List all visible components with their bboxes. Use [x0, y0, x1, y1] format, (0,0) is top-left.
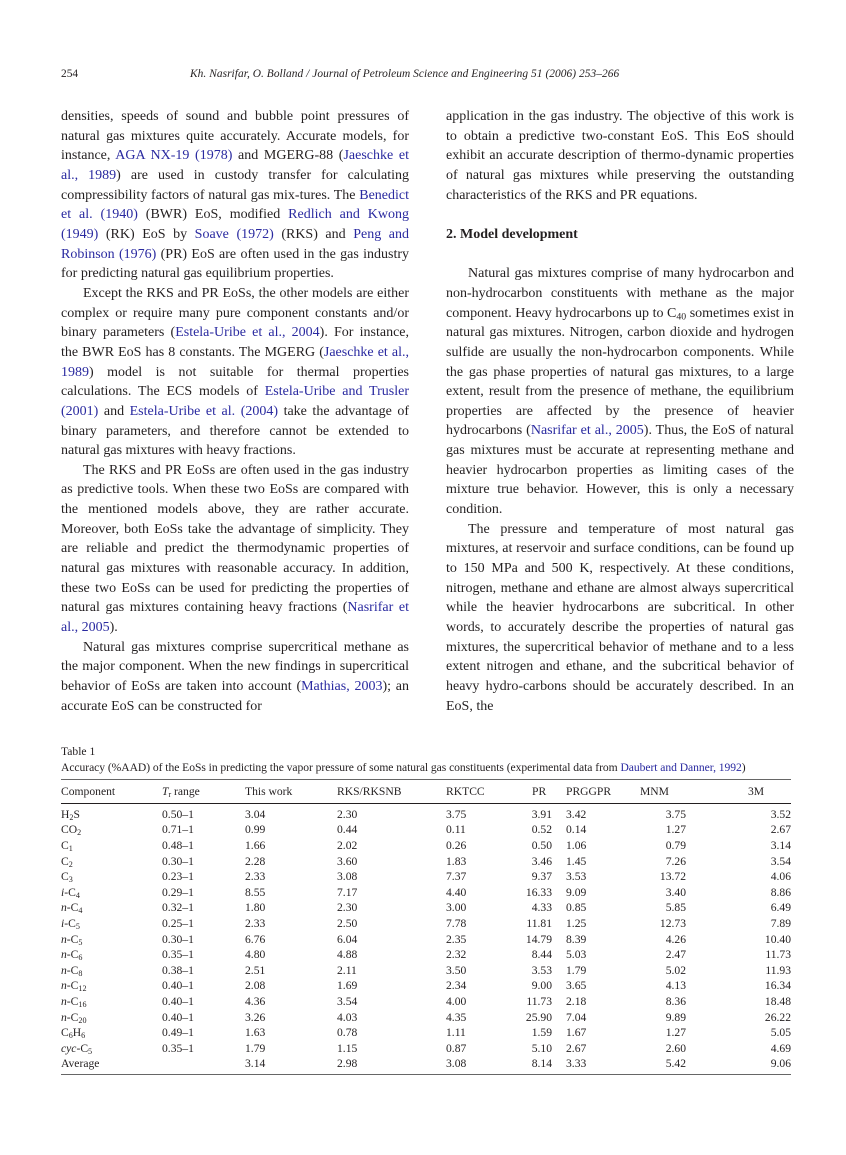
cell-rks-rksnb: 0.78	[337, 1026, 358, 1040]
cell-rks-rksnb: 1.69	[337, 979, 358, 993]
text: (RKS) and	[273, 226, 354, 242]
cell-mnm: 3.40	[665, 885, 686, 899]
text: C	[61, 1026, 69, 1040]
cell-rktcc: 4.00	[446, 994, 467, 1008]
cell-this-work: 3.14	[243, 1056, 337, 1074]
text: S	[73, 807, 80, 821]
cell-rks-rksnb: 1.15	[337, 1041, 358, 1055]
table-header-row	[61, 780, 791, 804]
text: n	[61, 901, 67, 915]
cell-3m: 9.06	[704, 1056, 791, 1074]
cell-3m: 6.49	[770, 901, 791, 915]
cell-tr-range: 0.30–1	[162, 932, 194, 946]
table-row	[61, 869, 791, 885]
table-row	[61, 916, 791, 932]
citation-link[interactable]: Estela-Uribe et al., 2004	[175, 325, 320, 341]
table-row	[61, 838, 791, 854]
text: ). For instance, the BWR EoS has 8 constants. The MGERG (	[61, 325, 409, 360]
citation-link[interactable]: Estela-Uribe et al. (2004)	[129, 403, 279, 419]
text: i	[61, 916, 65, 930]
cell-3m: 4.69	[770, 1041, 791, 1055]
cell-mnm: 1.27	[665, 823, 686, 837]
text: (RK) EoS by	[98, 226, 195, 242]
cell-prggpr: 1.25	[566, 916, 587, 930]
cell-3m: 8.86	[770, 885, 791, 899]
subscript: 40	[676, 310, 687, 322]
text: The pressure and temperature of most natural gas mixtures, at reservoir and surface conditions, can be found up to 150 MPa and 500 K, respectively. At these conditions, nitrogen, methane and ethane are almost always supercritical while the heavier hydrocarbons are subcritical. In other words, to accurately describe the properties of natural gas mixtures, the supercritical behavior of methane and to a less extent nitrogen and ethane, and the subcritical behavior of heavy hydro-carbons should be accurately described. In an EoS, the	[446, 521, 794, 714]
text: -C	[66, 994, 79, 1008]
cell-prggpr: 8.39	[566, 932, 587, 946]
table-row	[61, 1041, 791, 1057]
cell-3m: 3.52	[770, 807, 791, 821]
header-pr: PR	[498, 780, 552, 804]
cell-prggpr: 2.18	[566, 994, 587, 1008]
citation-link[interactable]: Mathias, 2003	[301, 679, 383, 695]
cell-tr-range: 0.50–1	[162, 807, 194, 821]
cell-rks-rksnb: 2.11	[337, 963, 357, 977]
table-row	[61, 994, 791, 1010]
running-head	[61, 66, 791, 82]
cell-tr-range: 0.48–1	[162, 838, 194, 852]
cell-this-work: 2.28	[245, 854, 266, 868]
paragraph	[61, 284, 409, 461]
cell-pr: 8.44	[531, 948, 552, 962]
subscript: 8	[78, 968, 83, 978]
subscript: 6	[78, 953, 83, 963]
cell-pr: 3.91	[531, 807, 552, 821]
subscript: 4	[75, 890, 80, 900]
cell-pr: 16.33	[525, 885, 552, 899]
table-row	[61, 1025, 791, 1041]
subscript: 2	[69, 812, 74, 822]
citation-link[interactable]: Jaeschke et al., 1989	[61, 148, 409, 183]
cell-component	[61, 838, 162, 854]
cell-rktcc: 3.00	[446, 901, 467, 915]
table-1	[61, 744, 791, 1075]
table-row	[61, 978, 791, 994]
cell-pr: 11.81	[526, 916, 552, 930]
subscript: 5	[75, 921, 80, 931]
cell-rktcc: 4.35	[446, 1010, 467, 1024]
subscript: 3	[68, 875, 73, 885]
subscript: 5	[78, 937, 83, 947]
text: Accuracy (%AAD) of the EoSs in predicting the vapor pressure of some natural gas constituents (experimental data from	[61, 760, 621, 774]
text: Except the RKS and PR EoSs, the other models are either complex or require many pure component constants and/or binary parameters (	[61, 285, 409, 341]
text: The RKS and PR EoSs are often used in the gas industry as predictive tools. When these two EoSs are compared with the mentioned models above, they are rather accurate. Moreover, both EoSs take the advantage of simplicity. They are reliable and predict the thermodynamic properties of natural gas mixtures with reasonable accuracy. In addition, these two EoSs can be used for predicting the properties of natural gas mixtures containing heavy fractions (	[61, 462, 409, 616]
text: ).	[109, 620, 118, 636]
header-3m: 3M	[704, 780, 791, 804]
cell-this-work: 2.08	[245, 979, 266, 993]
text: -C	[66, 979, 79, 993]
right-column	[446, 107, 794, 716]
cell-3m: 2.67	[770, 823, 791, 837]
text: and	[98, 403, 130, 419]
cell-component	[61, 963, 162, 979]
page-number: 254	[61, 68, 79, 80]
table-row	[61, 1010, 791, 1026]
cell-component	[61, 1056, 162, 1074]
cell-rks-rksnb: 2.50	[337, 916, 358, 930]
cell-component	[61, 803, 162, 822]
text: application in the gas industry. The objective of this work is to obtain a predictive two-constant EoS. This EoS should exhibit an accurate description of thermo-dynamic properties of natural gas mixtures while preserving the outstanding characteristics of the RKS and PR equations.	[446, 109, 794, 203]
cell-component	[61, 900, 162, 916]
text: )	[741, 760, 746, 774]
text: C	[61, 854, 69, 868]
cell-3m: 16.34	[764, 979, 791, 993]
header-rks-rksnb: RKS/RKSNB	[337, 780, 446, 804]
cell-this-work: 8.55	[245, 885, 266, 899]
text: -C	[66, 932, 79, 946]
cell-component	[61, 978, 162, 994]
text: sometimes exist in natural gas mixtures. Nitrogen, carbon dioxide and hydrogen sulfide are usually the non-hydrocarbon components. While the gas phase properties of natural gas mixtures, to a large extent, result from the presence of methane, the equilibrium properties are affected by the presence of heavier hydrocarbons (	[446, 305, 794, 439]
cell-3m: 7.89	[770, 916, 791, 930]
cell-prggpr: 3.65	[566, 979, 587, 993]
cell-rks-rksnb: 4.03	[337, 1010, 358, 1024]
subscript: 4	[78, 906, 83, 916]
cell-component	[61, 854, 162, 870]
cell-tr-range: 0.23–1	[162, 870, 194, 884]
cell-rktcc: 0.11	[446, 823, 466, 837]
cell-tr-range: 0.40–1	[162, 979, 194, 993]
cell-rks-rksnb: 4.88	[337, 948, 358, 962]
subscript: 1	[68, 843, 73, 853]
cell-pr: 0.50	[531, 838, 552, 852]
cell-this-work: 6.76	[245, 932, 266, 946]
cell-rktcc: 0.26	[446, 838, 467, 852]
header-tr-range	[162, 780, 243, 804]
cell-3m: 3.14	[770, 838, 791, 852]
text: n	[61, 1010, 67, 1024]
citation-link[interactable]: Peng and Robinson (1976)	[61, 226, 409, 262]
cell-prggpr: 9.09	[566, 885, 587, 899]
cell-rktcc: 4.40	[446, 885, 467, 899]
table-row	[61, 900, 791, 916]
cell-mnm: 4.13	[665, 979, 686, 993]
cell-rktcc: 7.78	[446, 916, 467, 930]
table-body	[61, 803, 791, 1074]
cell-rktcc: 3.50	[446, 963, 467, 977]
header-this-work: This work	[243, 780, 337, 804]
cell-mnm: 0.79	[665, 838, 686, 852]
cell-rktcc: 7.37	[446, 870, 467, 884]
table-row	[61, 885, 791, 901]
cell-rktcc: 3.08	[446, 1056, 498, 1074]
subscript: 6	[68, 1031, 73, 1041]
cell-3m: 4.06	[770, 870, 791, 884]
paragraph	[61, 638, 409, 717]
cell-tr-range: 0.40–1	[162, 994, 194, 1008]
subscript: r	[168, 790, 172, 800]
cell-rks-rksnb: 6.04	[337, 932, 358, 946]
cell-pr: 1.59	[531, 1026, 552, 1040]
text: (BWR) EoS, modified	[137, 207, 289, 223]
paragraph	[446, 520, 794, 717]
cell-pr: 11.73	[526, 994, 552, 1008]
data-table	[61, 779, 791, 1075]
text: H	[61, 807, 70, 821]
cell-this-work: 2.33	[245, 870, 266, 884]
subscript: 2	[68, 859, 73, 869]
text: -C	[66, 901, 79, 915]
cell-component	[61, 1025, 162, 1041]
cell-prggpr: 0.14	[566, 823, 587, 837]
table-label: Table 1	[61, 745, 96, 758]
citation-link[interactable]: AGA NX-19 (1978)	[115, 148, 233, 164]
cell-this-work: 2.51	[245, 963, 266, 977]
cell-prggpr: 3.53	[566, 870, 587, 884]
cell-component	[61, 916, 162, 932]
section-heading: 2. Model development	[446, 226, 578, 242]
cell-this-work: 1.63	[245, 1026, 266, 1040]
text: -C	[66, 948, 79, 962]
cell-mnm: 4.26	[665, 932, 686, 946]
text: -C	[66, 963, 79, 977]
text: ). Thus, the EoS of natural gas mixtures must be accurate at representing methane and heavier hydrocarbon properties as limiting cases of the mixture true behavior. However, this is only a necessary condition.	[446, 423, 794, 518]
text: n	[61, 994, 67, 1008]
text: -C	[76, 1041, 89, 1055]
table-row	[61, 947, 791, 963]
table-row	[61, 1056, 791, 1074]
cell-this-work: 1.80	[245, 901, 266, 915]
cell-pr: 3.46	[531, 854, 552, 868]
cell-rktcc: 2.34	[446, 979, 467, 993]
cell-prggpr: 1.67	[566, 1026, 587, 1040]
text: -C	[64, 885, 76, 899]
cell-rktcc: 3.75	[446, 807, 467, 821]
cell-rks-rksnb: 2.02	[337, 838, 358, 852]
cell-this-work: 0.99	[245, 823, 266, 837]
cell-component	[61, 947, 162, 963]
table-row	[61, 963, 791, 979]
paragraph	[61, 461, 409, 638]
text: take the advantage of binary parameters, and therefore cannot be extended to natural gas mixtures with heavy fractions.	[61, 403, 410, 459]
subscript: 2	[77, 828, 82, 838]
cell-mnm: 1.27	[665, 1026, 686, 1040]
cell-pr: 0.52	[531, 823, 552, 837]
cell-this-work: 3.04	[245, 807, 266, 821]
text: H	[72, 1026, 82, 1040]
cell-this-work: 1.66	[245, 838, 266, 852]
cell-mnm: 2.60	[665, 1041, 686, 1055]
cell-pr: 9.37	[531, 870, 552, 884]
journal-reference: Kh. Nasrifar, O. Bolland / Journal of Petroleum Science and Engineering 51 (2006) 253–266	[190, 68, 620, 80]
text: n	[61, 948, 67, 962]
cell-component	[61, 932, 162, 948]
cell-this-work: 2.33	[245, 916, 266, 930]
text: -C	[64, 916, 76, 930]
table-row	[61, 822, 791, 838]
cell-mnm: 9.89	[665, 1010, 686, 1024]
cell-pr: 8.14	[498, 1056, 552, 1074]
cell-prggpr: 1.06	[566, 838, 587, 852]
text: cyc	[61, 1041, 77, 1055]
text: n	[61, 963, 67, 977]
cell-component	[61, 869, 162, 885]
subscript: 12	[78, 984, 87, 994]
cell-tr-range: 0.29–1	[162, 885, 194, 899]
cell-pr: 3.53	[531, 963, 552, 977]
cell-prggpr: 1.79	[566, 963, 587, 977]
cell-mnm: 12.73	[659, 916, 686, 930]
cell-prggpr: 3.33	[552, 1056, 610, 1074]
text: -C	[66, 1010, 79, 1024]
cell-3m: 26.22	[764, 1010, 791, 1024]
citation-link[interactable]: Jaeschke et al., 1989	[61, 344, 409, 380]
cell-pr: 9.00	[531, 979, 552, 993]
text: CO	[61, 823, 78, 837]
text: i	[61, 885, 65, 899]
cell-this-work: 1.79	[245, 1041, 266, 1055]
cell-rktcc: 0.87	[446, 1041, 467, 1055]
cell-component	[61, 822, 162, 838]
subscript: 5	[88, 1046, 93, 1056]
text: ) are used in custody transfer for calculating compressibility factors of natural gas mix-tures. The	[61, 167, 409, 203]
cell-rktcc: 1.83	[446, 854, 467, 868]
cell-tr-range: 0.30–1	[162, 854, 194, 868]
cell-rks-rksnb: 3.54	[337, 994, 358, 1008]
cell-prggpr: 1.45	[566, 854, 587, 868]
cell-3m: 11.93	[765, 963, 791, 977]
cell-component	[61, 1041, 162, 1057]
cell-rks-rksnb: 3.60	[337, 854, 358, 868]
cell-rks-rksnb: 2.98	[337, 1056, 446, 1074]
cell-3m: 11.73	[765, 948, 791, 962]
text: ) model is not suitable for thermal properties calculations. The ECS models of	[61, 364, 409, 400]
text: and MGERG-88 (	[232, 148, 344, 164]
cell-tr-range: 0.25–1	[162, 916, 194, 930]
subscript: 16	[78, 999, 87, 1009]
cell-this-work: 4.80	[245, 948, 266, 962]
cell-tr-range: 0.38–1	[162, 963, 194, 977]
cell-rks-rksnb: 0.44	[337, 823, 358, 837]
cell-tr-range: 0.32–1	[162, 901, 194, 915]
cell-rks-rksnb: 2.30	[337, 901, 358, 915]
cell-mnm: 5.02	[665, 963, 686, 977]
citation-link[interactable]: Redlich and Kwong (1949)	[61, 207, 409, 242]
table-row	[61, 803, 791, 822]
header-rktcc: RKTCC	[446, 780, 498, 804]
text: C	[61, 838, 69, 852]
citation-link[interactable]: Benedict et al. (1940)	[61, 187, 409, 223]
cell-tr-range: 0.35–1	[162, 948, 194, 962]
table-caption	[61, 760, 791, 776]
subscript: 20	[78, 1015, 87, 1025]
header-mnm: MNM	[610, 780, 704, 804]
cell-tr-range: 0.35–1	[162, 1041, 194, 1055]
text: Average	[61, 1057, 100, 1071]
header-prggpr: PRGGPR	[552, 780, 610, 804]
text: n	[61, 979, 67, 993]
cell-mnm: 3.75	[665, 807, 686, 821]
cell-rks-rksnb: 3.08	[337, 870, 358, 884]
citation-link[interactable]: Estela-Uribe and Trusler (2001)	[61, 384, 409, 419]
cell-this-work: 4.36	[245, 994, 266, 1008]
cell-component	[61, 994, 162, 1010]
paragraph	[446, 107, 794, 205]
text: Natural gas mixtures comprise supercritical methane as the major component. When the new findings in supercritical behavior of EoSs are taken into account (	[61, 639, 409, 695]
citation-link[interactable]: Soave (1972)	[194, 226, 274, 242]
cell-this-work: 3.26	[245, 1010, 266, 1024]
cell-rktcc: 2.32	[446, 948, 467, 962]
cell-mnm: 13.72	[659, 870, 686, 884]
subscript: 6	[81, 1031, 86, 1041]
text: range	[171, 785, 200, 799]
paragraph	[61, 107, 409, 284]
text: (PR) EoS are often used in the gas industry for predicting natural gas equilibrium properties.	[61, 246, 410, 282]
text: T	[162, 785, 169, 799]
cell-pr: 4.33	[531, 901, 552, 915]
cell-prggpr: 7.04	[566, 1010, 587, 1024]
cell-pr: 5.10	[531, 1041, 552, 1055]
cell-rks-rksnb: 7.17	[337, 885, 358, 899]
cell-rktcc: 2.35	[446, 932, 467, 946]
cell-tr-range: 0.71–1	[162, 823, 194, 837]
citation-link[interactable]: Nasrifar et al., 2005	[530, 423, 644, 439]
left-column	[61, 107, 409, 716]
table-row	[61, 854, 791, 870]
cell-component	[61, 1010, 162, 1026]
cell-3m: 18.48	[764, 994, 791, 1008]
cell-pr: 25.90	[525, 1010, 552, 1024]
cell-prggpr: 3.42	[566, 807, 587, 821]
cell-mnm: 7.26	[665, 854, 686, 868]
cell-prggpr: 2.67	[566, 1041, 587, 1055]
cell-mnm: 8.36	[665, 994, 686, 1008]
cell-mnm: 5.42	[610, 1056, 704, 1074]
cell-component	[61, 885, 162, 901]
cell-tr-range: 0.49–1	[162, 1026, 194, 1040]
cell-prggpr: 0.85	[566, 901, 587, 915]
citation-link[interactable]: Daubert and Danner, 1992	[620, 760, 742, 774]
cell-tr-range	[162, 1056, 243, 1074]
cell-pr: 14.79	[525, 932, 552, 946]
text: Natural gas mixtures comprise of many hydrocarbon and non-hydrocarbon constituents with methane as the major component. Heavy hydrocarbons up to C	[446, 266, 794, 321]
paragraph	[446, 264, 794, 520]
cell-prggpr: 5.03	[566, 948, 587, 962]
cell-mnm: 2.47	[665, 948, 686, 962]
cell-rks-rksnb: 2.30	[337, 807, 358, 821]
cell-3m: 5.05	[770, 1026, 791, 1040]
cell-tr-range: 0.40–1	[162, 1010, 194, 1024]
text: C	[61, 870, 69, 884]
cell-mnm: 5.85	[665, 901, 686, 915]
table-row	[61, 932, 791, 948]
text: densities, speeds of sound and bubble point pressures of natural gas mixtures quite accurately. Accurate models, for instance,	[61, 109, 409, 164]
citation-link[interactable]: Nasrifar et al., 2005	[61, 600, 409, 636]
header-component: Component	[61, 780, 162, 804]
text: ); an accurate EoS can be constructed for	[61, 679, 410, 714]
cell-rktcc: 1.11	[446, 1026, 466, 1040]
text: n	[61, 932, 67, 946]
cell-3m: 10.40	[764, 932, 791, 946]
cell-3m: 3.54	[770, 854, 791, 868]
